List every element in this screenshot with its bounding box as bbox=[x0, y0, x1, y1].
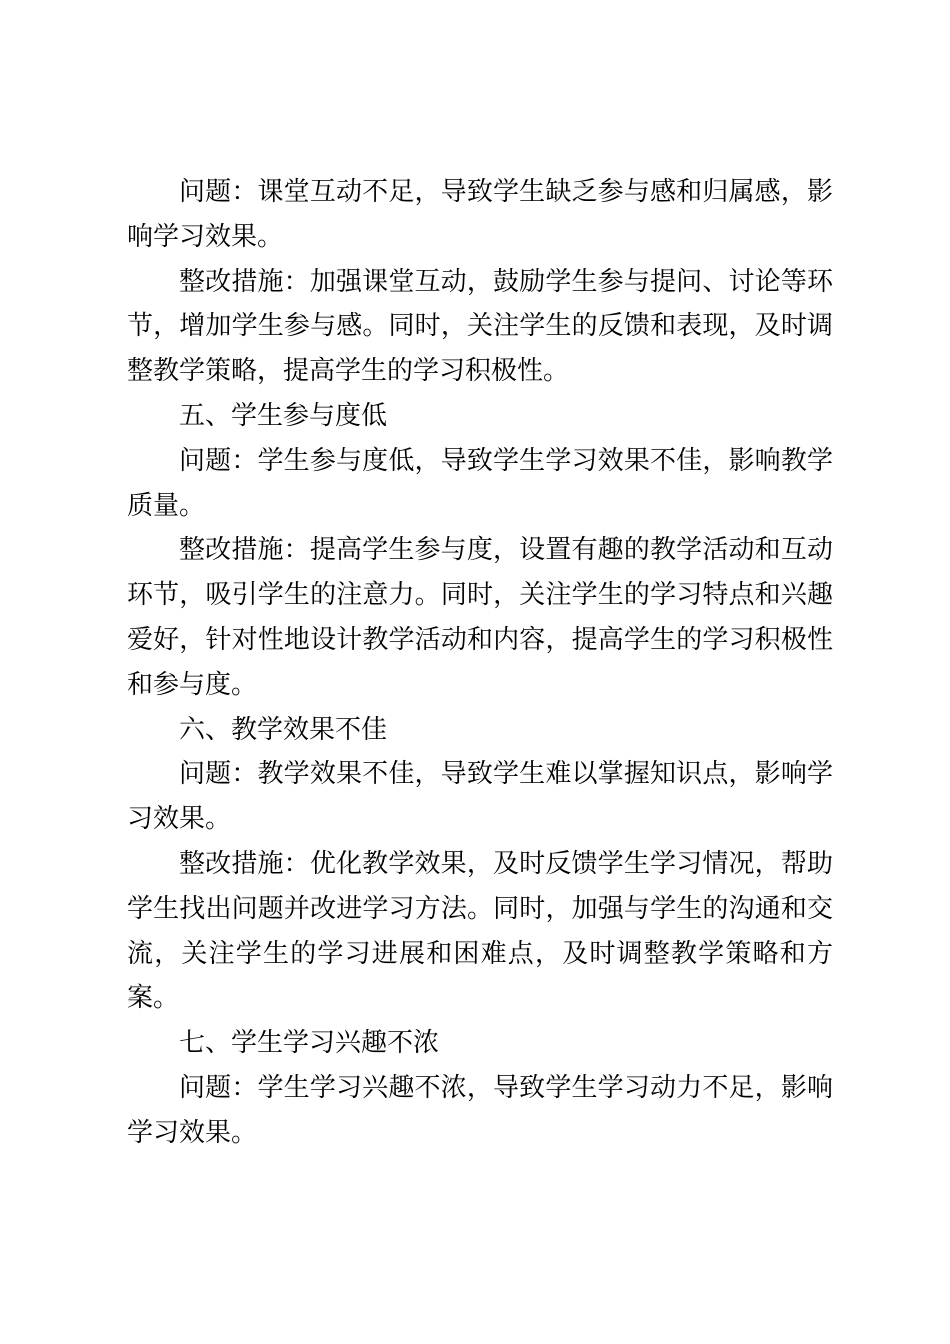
problem-paragraph: 问题：课堂互动不足，导致学生缺乏参与感和归属感，影响学习效果。 bbox=[127, 177, 833, 252]
measure-paragraph: 整改措施：提高学生参与度，设置有趣的教学活动和互动环节，吸引学生的注意力。同时，关注学生的学习特点和兴趣爱好，针对性地设计教学活动和内容，提高学生的学习积极性和参与度。 bbox=[127, 535, 833, 700]
measure-paragraph: 整改措施：加强课堂互动，鼓励学生参与提问、讨论等环节，增加学生参与感。同时，关注学生的反馈和表现，及时调整教学策略，提高学生的学习积极性。 bbox=[127, 266, 833, 387]
problem-paragraph: 问题：学生学习兴趣不浓，导致学生学习动力不足，影响学习效果。 bbox=[127, 1072, 833, 1148]
section-heading: 六、教学效果不佳 bbox=[179, 714, 388, 745]
section-heading: 五、学生参与度低 bbox=[179, 400, 388, 431]
problem-paragraph: 问题：学生参与度低，导致学生学习效果不佳，影响教学质量。 bbox=[127, 445, 833, 521]
document-body bbox=[127, 170, 833, 1156]
problem-paragraph: 问题：教学效果不佳，导致学生难以掌握知识点，影响学习效果。 bbox=[127, 759, 833, 835]
section-heading: 七、学生学习兴趣不浓 bbox=[179, 1028, 440, 1059]
measure-paragraph: 整改措施：优化教学效果，及时反馈学生学习情况，帮助学生找出问题并改进学习方法。同时，加强与学生的沟通和交流，关注学生的学习进展和困难点，及时调整教学策略和方案。 bbox=[127, 848, 833, 1014]
